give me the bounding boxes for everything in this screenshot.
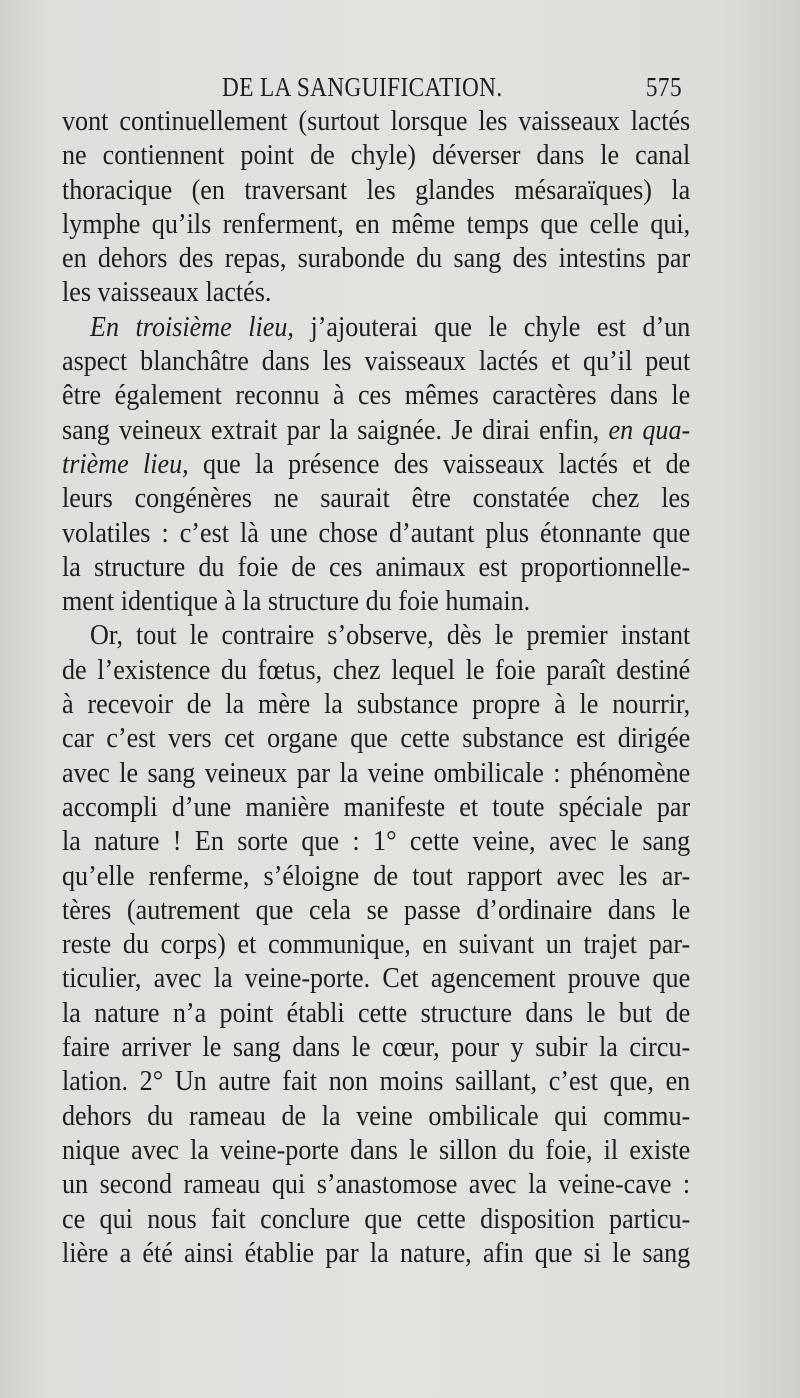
line-text: la nature n’a point établi cette structure dans le but de: [62, 996, 691, 1029]
line-text: ce qui nous fait conclure que cette disposition particu-: [62, 1202, 691, 1235]
text-line: [62, 275, 690, 309]
line-text: la nature ! En sorte que : 1° cette veine, avec le sang: [62, 825, 691, 858]
text-line: [62, 721, 690, 755]
line-text: la structure du foie de ces animaux est proportionnelle-: [62, 550, 691, 583]
text-line: [62, 584, 690, 618]
text-line: [62, 756, 690, 790]
text-line: [62, 550, 690, 584]
text-line: [62, 207, 690, 241]
text-line: [62, 481, 690, 515]
text-line: [62, 310, 690, 344]
italic-phrase: En troisième lieu,: [90, 310, 294, 343]
line-text: être également reconnu à ces mêmes caractères dans le: [62, 379, 691, 412]
running-title: DE LA SANGUIFICATION.: [222, 72, 503, 102]
page-number: 575: [645, 72, 682, 102]
line-text: de l’existence du fœtus, chez lequel le foie paraît destiné: [62, 653, 691, 686]
text-line: [62, 1133, 690, 1167]
line-text: les vaisseaux lactés.: [62, 276, 272, 309]
line-text: que la présence des vaisseaux lactés et de: [188, 447, 691, 480]
text-line: [62, 927, 690, 961]
text-line: [62, 790, 690, 824]
line-text: vont continuellement (surtout lorsque les vaisseaux lactés: [62, 105, 691, 137]
text-line: [62, 138, 690, 172]
italic-phrase: trième lieu,: [62, 447, 189, 480]
line-text: ment identique à la structure du foie humain.: [62, 585, 531, 618]
text-line: [62, 1064, 690, 1098]
line-text: j’ajouterai que le chyle est d’un: [293, 310, 691, 343]
line-text: lation. 2° Un autre fait non moins saillant, c’est que, en: [62, 1065, 691, 1098]
text-line: [62, 1030, 690, 1064]
line-text: reste du corps) et communique, en suivant un trajet par-: [62, 928, 691, 961]
text-line: [62, 1236, 690, 1270]
line-text: dehors du rameau de la veine ombilicale qui commu-: [62, 1099, 691, 1132]
line-text: Or, tout le contraire s’observe, dès le premier instant: [90, 619, 691, 652]
text-line: [62, 378, 690, 412]
text-line: [62, 241, 690, 275]
line-text: à recevoir de la mère la substance propre à le nourrir,: [62, 688, 691, 721]
line-text: car c’est vers cet organe que cette substance est dirigée: [62, 722, 691, 755]
text-line: [62, 1167, 690, 1201]
text-line: [62, 996, 690, 1030]
text-line: [62, 516, 690, 550]
text-line: [62, 687, 690, 721]
line-text: ne contiennent point de chyle) déverser dans le canal: [62, 139, 691, 172]
text-line: [62, 653, 690, 687]
text-line: [62, 824, 690, 858]
line-text: lière a été ainsi établie par la nature, afin que si le sang: [62, 1236, 691, 1269]
line-text: accompli d’une manière manifeste et toute spéciale par: [62, 790, 691, 823]
line-text: lymphe qu’ils renferment, en même temps que celle qui,: [62, 207, 691, 240]
italic-phrase: en qua-: [599, 413, 691, 446]
line-text: faire arriver le sang dans le cœur, pour y subir la circu-: [62, 1031, 691, 1064]
line-text: sang veineux extrait par la saignée. Je dirai enfin,: [62, 413, 600, 446]
line-text: ticulier, avec la veine-porte. Cet agencement prouve que: [62, 962, 691, 995]
line-text: un second rameau qui s’anastomose avec la veine-cave :: [62, 1168, 691, 1201]
text-line: [62, 173, 690, 207]
line-text: nique avec la veine-porte dans le sillon du foie, il existe: [62, 1133, 691, 1166]
page-header: [222, 66, 682, 106]
text-line: [62, 859, 690, 893]
body-text: [62, 104, 690, 1270]
line-text: aspect blanchâtre dans les vaisseaux lactés et qu’il peut: [62, 345, 691, 378]
line-text: thoracique (en traversant les glandes mésaraïques) la: [62, 173, 691, 206]
line-text: volatiles : c’est là une chose d’autant plus étonnante que: [62, 516, 691, 549]
line-text: tères (autrement que cela se passe d’ordinaire dans le: [62, 893, 691, 926]
line-text: leurs congénères ne saurait être constatée chez les: [62, 482, 691, 515]
line-text: avec le sang veineux par la veine ombilicale : phénomène: [62, 756, 691, 789]
text-line: [62, 961, 690, 995]
line-text: qu’elle renferme, s’éloigne de tout rapport avec les ar-: [62, 859, 691, 892]
text-line: [62, 104, 690, 138]
text-line: [62, 618, 690, 652]
line-text: en dehors des repas, surabonde du sang des intestins par: [62, 242, 691, 275]
text-line: [62, 1202, 690, 1236]
text-line: [62, 893, 690, 927]
text-line: [62, 447, 690, 481]
text-line: [62, 413, 690, 447]
text-line: [62, 1099, 690, 1133]
text-line: [62, 344, 690, 378]
